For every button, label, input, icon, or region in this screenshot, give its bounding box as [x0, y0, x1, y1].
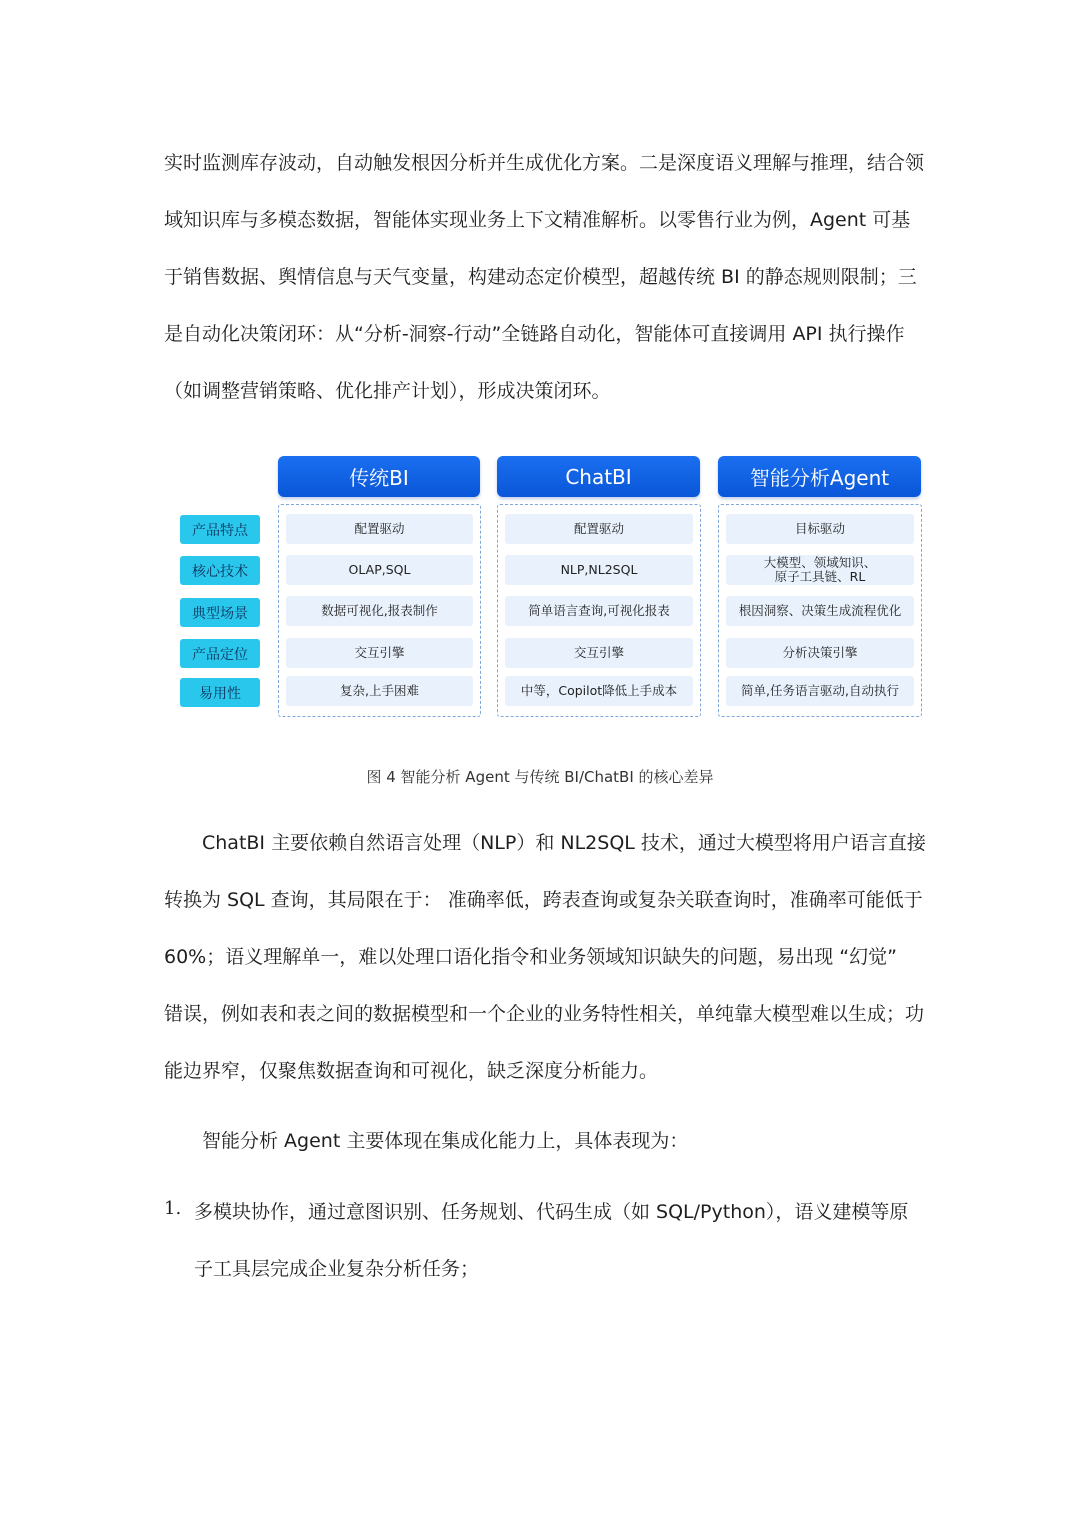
text-line: 域知识库与多模态数据，智能体实现业务上下文精准解析。以零售行业为例，Agent 可基	[164, 209, 911, 231]
cell: 简单语言查询,可视化报表	[505, 596, 693, 626]
column-header-traditional-bi: 传统BI	[278, 456, 480, 497]
cell: OLAP,SQL	[286, 555, 473, 585]
row-label: 易用性	[180, 678, 260, 707]
column-header-agent: 智能分析Agent	[718, 456, 921, 497]
row-label: 典型场景	[180, 598, 260, 627]
cell: 中等，Copilot降低上手成本	[505, 676, 693, 706]
text-line: 实时监测库存波动，自动触发根因分析并生成优化方案。二是深度语义理解与推理，结合领	[164, 152, 925, 174]
text-line: 是自动化决策闭环：从“分析-洞察-行动”全链路自动化，智能体可直接调用 API 执行操作	[164, 323, 905, 345]
cell: 根因洞察、决策生成流程优化	[726, 596, 914, 626]
text-line: （如调整营销策略、优化排产计划），形成决策闭环。	[164, 380, 611, 402]
cell: 配置驱动	[505, 514, 693, 544]
cell: 简单,任务语言驱动,自动执行	[726, 676, 914, 706]
row-label: 产品特点	[180, 515, 260, 544]
list-number: 1.	[164, 1198, 182, 1219]
text-line: 能边界窄，仅聚焦数据查询和可视化，缺乏深度分析能力。	[164, 1060, 659, 1082]
text-line: 转换为 SQL 查询，其局限在于： 准确率低，跨表查询或复杂关联查询时，准确率可能低于	[164, 889, 923, 911]
comparison-diagram	[180, 456, 922, 720]
row-label: 产品定位	[180, 639, 260, 668]
column-box-agent	[718, 504, 922, 717]
row-label: 核心技术	[180, 556, 260, 585]
cell: 目标驱动	[726, 514, 914, 544]
text-line: 60%；语义理解单一，难以处理口语化指令和业务领域知识缺失的问题，易出现 “幻觉”	[164, 946, 897, 968]
cell: 分析决策引擎	[726, 638, 914, 668]
column-box-chatbi	[497, 504, 701, 717]
figure-caption: 图 4 智能分析 Agent 与传统 BI/ChatBI 的核心差异	[366, 768, 714, 786]
text-line: 于销售数据、舆情信息与天气变量，构建动态定价模型，超越传统 BI 的静态规则限制；三	[164, 266, 917, 288]
column-header-chatbi: ChatBI	[497, 456, 700, 497]
column-box-traditional-bi	[278, 504, 481, 717]
text-line: ChatBI 主要依赖自然语言处理（NLP）和 NL2SQL 技术，通过大模型将用户语言直接	[202, 832, 926, 854]
text-line: 多模块协作，通过意图识别、任务规划、代码生成（如 SQL/Python），语义建模等原	[194, 1201, 909, 1223]
cell: 交互引擎	[505, 638, 693, 668]
cell: 配置驱动	[286, 514, 473, 544]
cell: 大模型、领域知识、 原子工具链、RL	[726, 555, 914, 585]
cell: 复杂,上手困难	[286, 676, 473, 706]
cell: NLP,NL2SQL	[505, 555, 693, 585]
text-line: 错误，例如表和表之间的数据模型和一个企业的业务特性相关，单纯靠大模型难以生成；功	[164, 1003, 925, 1025]
text-line: 子工具层完成企业复杂分析任务；	[194, 1258, 480, 1280]
cell: 交互引擎	[286, 638, 473, 668]
text-line: 智能分析 Agent 主要体现在集成化能力上，具体表现为：	[202, 1130, 689, 1152]
cell: 数据可视化,报表制作	[286, 596, 473, 626]
